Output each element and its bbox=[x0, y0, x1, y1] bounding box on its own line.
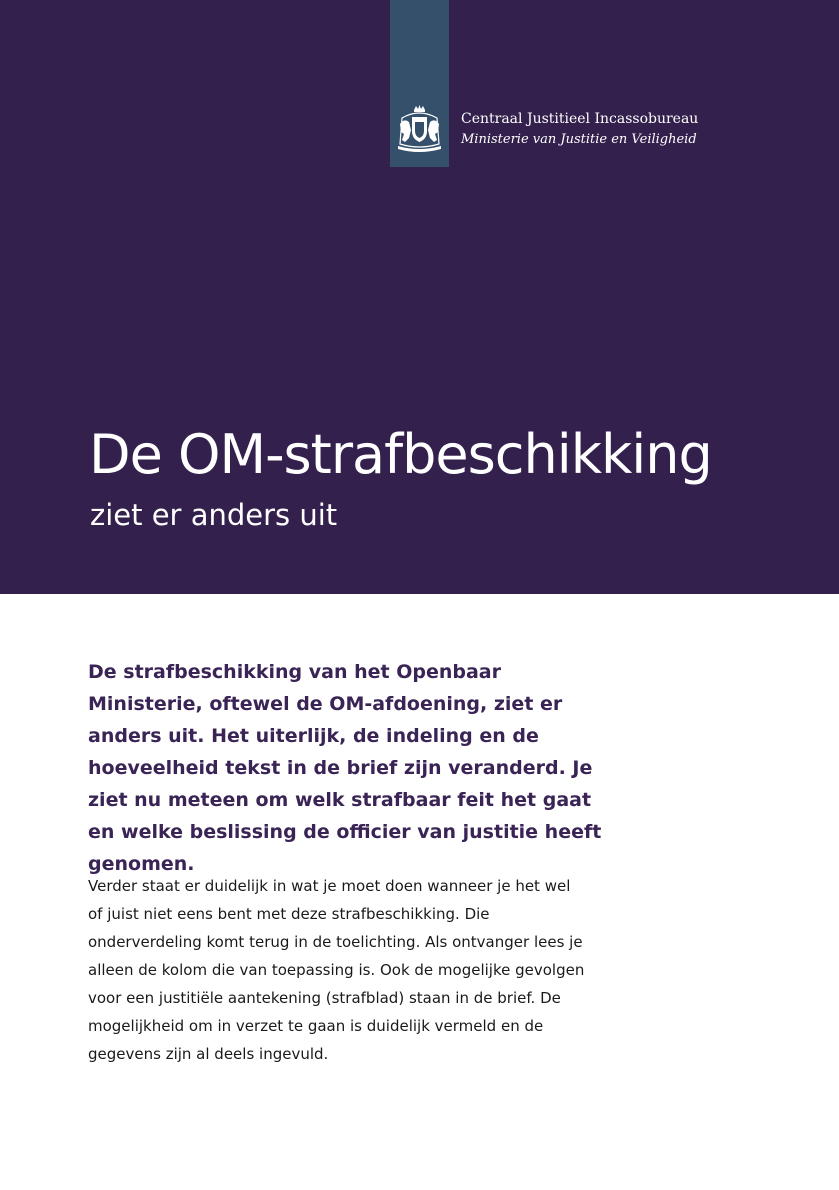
ministry-name: Ministerie van Justitie en Veiligheid bbox=[461, 132, 697, 147]
page-subtitle: ziet er anders uit bbox=[90, 498, 338, 532]
organization-name: Centraal Justitieel Incassobureau bbox=[461, 111, 699, 127]
cover-banner bbox=[0, 0, 839, 594]
body-paragraph: Verder staat er duidelijk in wat je moet doen wanneer je het wel of juist niet eens bent met deze strafbeschikking. Die onderverdeling komt terug in de toelichting. Als ontvanger lees je alleen de kolom die van toepassing is. Ook de mogelijke gevolgen voor een justitiële aantekening (strafblad) staan in de brief. De mogelijkheid om in verzet te gaan is duidelijk vermeld en de gegevens zijn al deels ingevuld. bbox=[88, 877, 585, 1063]
page-title: De OM-strafbeschikking bbox=[89, 423, 712, 486]
royal-coat-of-arms-icon bbox=[394, 104, 445, 154]
intro-paragraph: De strafbeschikking van het Openbaar Ministerie, oftewel de OM-afdoening, ziet er anders uit. Het uiterlijk, de indeling en de hoeveelheid tekst in de brief zijn veranderd. Je ziet nu meteen om welk strafbaar feit het gaat en welke beslissing de officier van justitie heeft genomen. bbox=[88, 661, 602, 875]
